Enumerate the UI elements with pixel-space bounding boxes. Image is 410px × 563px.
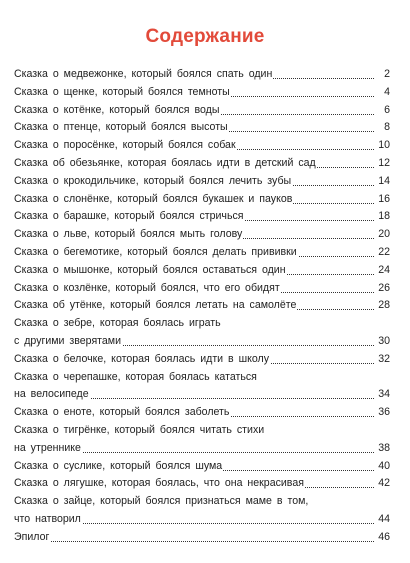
toc-entry-title: Сказка о медвежонке, который боялся спать один: [14, 66, 273, 84]
toc-entry: [14, 102, 390, 120]
toc-page-number: 2: [382, 66, 390, 84]
toc-page-number: 44: [376, 511, 390, 529]
toc-page-number: 4: [382, 84, 390, 102]
toc-entry: [14, 404, 390, 422]
toc-entry-title-continuation: с другими зверятами: [14, 333, 122, 351]
toc-entry-line: [14, 440, 390, 458]
toc-entry-title: Сказка о котёнке, который боялся воды: [14, 102, 220, 120]
table-of-contents: [14, 66, 390, 547]
toc-entry-title: Сказка о черепашке, которая боялась кататься: [14, 370, 257, 383]
toc-entry: [14, 173, 390, 191]
toc-entry-title: Сказка о бегемотике, который боялся делать прививки: [14, 244, 298, 262]
toc-page-number: 32: [376, 351, 390, 369]
toc-entry-title: Сказка о суслике, который боялся шума: [14, 458, 223, 476]
toc-entry-title: Сказка о льве, который боялся мыть голову: [14, 226, 243, 244]
dot-leader: [14, 541, 374, 542]
toc-entry-title: Сказка о еноте, который боялся заболеть: [14, 404, 230, 422]
toc-page-number: 22: [376, 244, 390, 262]
toc-entry-title: Сказка о лягушке, которая боялась, что она некрасивая: [14, 475, 305, 493]
toc-entry-title: Сказка об утёнке, который боялся летать на самолёте: [14, 297, 297, 315]
toc-entry-title-continuation: что натворил: [14, 511, 82, 529]
toc-entry: [14, 208, 390, 226]
toc-entry: [14, 84, 390, 102]
toc-entry-line: [14, 333, 390, 351]
toc-entry: [14, 66, 390, 84]
toc-page-number: 26: [376, 280, 390, 298]
toc-entry-title: Сказка о козлёнке, который боялся, что его обидят: [14, 280, 281, 298]
toc-entry-title: Эпилог: [14, 529, 50, 547]
toc-entry-title: Сказка о белочке, которая боялась идти в школу: [14, 351, 270, 369]
toc-entry-title-continuation: на утреннике: [14, 440, 82, 458]
toc-entry-line: [14, 422, 390, 440]
page-title: Содержание: [145, 26, 265, 47]
toc-page-number: 46: [376, 529, 390, 547]
toc-entry-title: Сказка о тигрёнке, который боялся читать стихи: [14, 423, 265, 436]
toc-entry: [14, 280, 390, 298]
toc-entry-title: Сказка о поросёнке, который боялся собак: [14, 137, 237, 155]
toc-page-number: 40: [376, 458, 390, 476]
toc-entry: [14, 475, 390, 493]
toc-entry-title: Сказка о зебре, которая боялась играть: [14, 317, 221, 330]
toc-entry-title: Сказка о крокодильчике, который боялся лечить зубы: [14, 173, 292, 191]
toc-entry-line: [14, 386, 390, 404]
toc-entry-title: Сказка о зайце, который боялся признаться маме в том,: [14, 495, 309, 508]
toc-entry: [14, 191, 390, 209]
toc-entry: [14, 458, 390, 476]
toc-page-number: 42: [376, 475, 390, 493]
toc-entry: [14, 529, 390, 547]
toc-page-number: 30: [376, 333, 390, 351]
toc-page-number: 10: [376, 137, 390, 155]
toc-entry-line: [14, 315, 390, 333]
toc-entry: [14, 351, 390, 369]
toc-entry: [14, 155, 390, 173]
toc-page-number: 38: [376, 440, 390, 458]
toc-page-number: 12: [376, 155, 390, 173]
toc-entry-title: Сказка о слонёнке, который боялся букашек и пауков: [14, 191, 293, 209]
toc-page-number: 8: [382, 119, 390, 137]
toc-entry: [14, 244, 390, 262]
toc-entry: [14, 297, 390, 315]
toc-entry-title: Сказка о птенце, который боялся высоты: [14, 119, 229, 137]
toc-entry: [14, 226, 390, 244]
toc-entry: [14, 119, 390, 137]
toc-page-number: 24: [376, 262, 390, 280]
toc-entry-title-continuation: на велосипеде: [14, 386, 90, 404]
toc-entry-title: Сказка об обезьянке, которая боялась идти в детский сад: [14, 155, 317, 173]
toc-page-number: 36: [376, 404, 390, 422]
toc-page-number: 14: [376, 173, 390, 191]
toc-entry: [14, 262, 390, 280]
toc-entry-line: [14, 493, 390, 511]
toc-page-number: 20: [376, 226, 390, 244]
toc-entry-title: Сказка о мышонке, который боялся оставаться один: [14, 262, 287, 280]
toc-entry-title: Сказка о щенке, который боялся темноты: [14, 84, 231, 102]
toc-entry-line: [14, 511, 390, 529]
toc-entry-title: Сказка о барашке, который боялся стричься: [14, 208, 245, 226]
toc-entry-line: [14, 369, 390, 387]
toc-page-number: 6: [382, 102, 390, 120]
toc-page-number: 28: [376, 297, 390, 315]
toc-page-number: 18: [376, 208, 390, 226]
toc-page-number: 16: [376, 191, 390, 209]
toc-page-number: 34: [376, 386, 390, 404]
toc-entry: [14, 137, 390, 155]
